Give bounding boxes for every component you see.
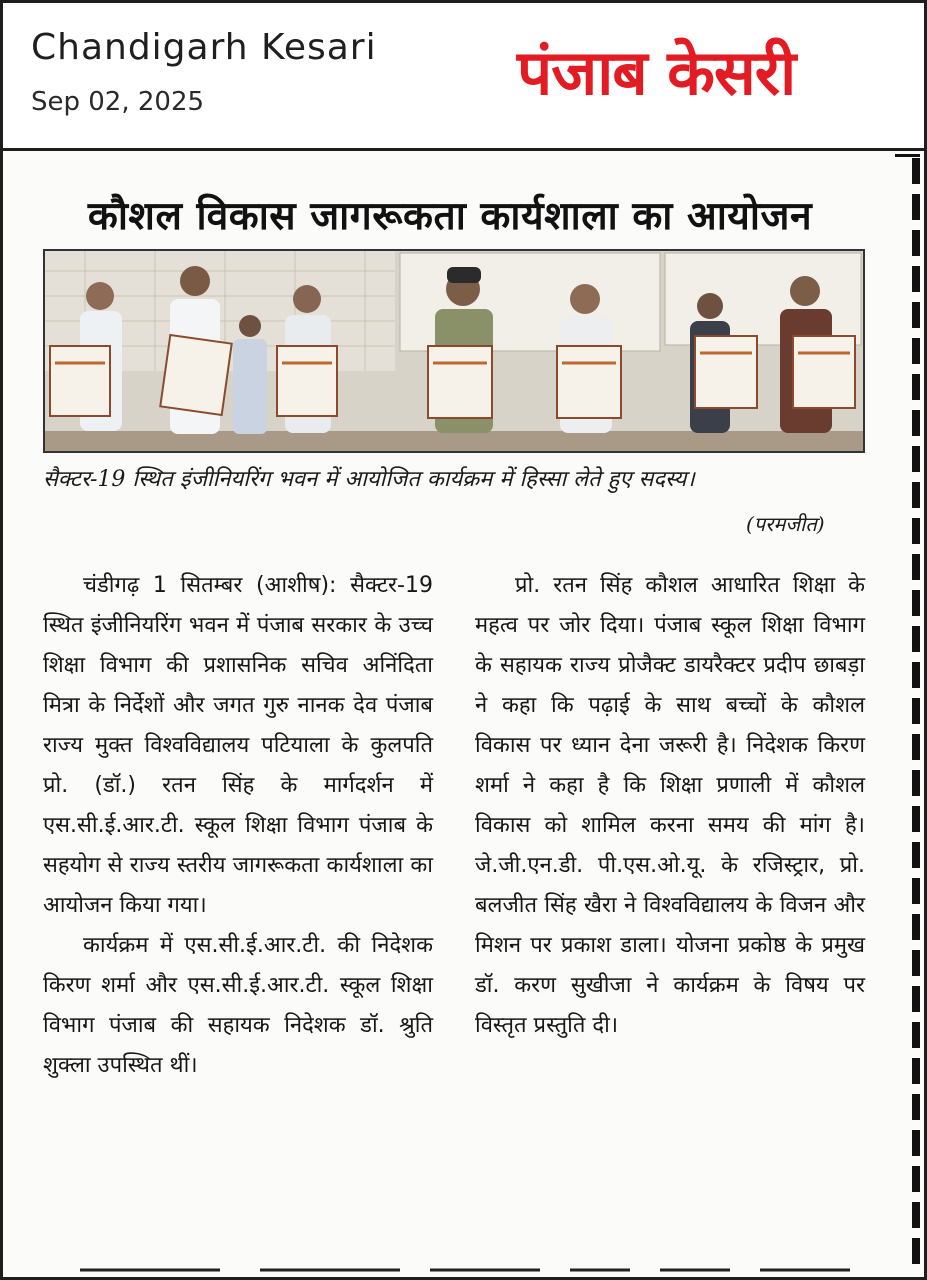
photo-illustration xyxy=(45,251,863,451)
article-column-left xyxy=(43,566,433,1086)
article-paragraph: चंडीगढ़ 1 सितम्बर (आशीष): सैक्टर-19 स्थित इंजीनियरिंग भवन में पंजाब सरकार के उच्च शिक्षा विभाग की प्रशासनिक सचिव अनिंदिता मित्रा के निर्देशों और जगत गुरु नानक देव पंजाब राज्य मुक्त विश्वविद्यालय पटियाला के कुलपति प्रो. (डॉ.) रतन सिंह के मार्गदर्शन में एस.सी.ई.आर.टी. स्कूल शिक्षा विभाग पंजाब के सहयोग से राज्य स्तरीय जागरूकता कार्यशाला का आयोजन किया गया। xyxy=(43,573,433,918)
article-paragraph: कार्यक्रम में एस.सी.ई.आर.टी. की निदेशक किरण शर्मा और एस.सी.ई.आर.टी. स्कूल शिक्षा विभाग पंजाब की सहायक निदेशक डॉ. श्रुति शुक्ला उपस्थित थीं। xyxy=(43,933,433,1078)
column-rule-cap xyxy=(895,154,920,157)
newspaper-masthead: पंजाब केसरी xyxy=(517,36,796,109)
source-name: Chandigarh Kesari xyxy=(31,27,377,68)
column-rule xyxy=(912,158,920,1273)
cut-off-next-article xyxy=(70,1252,870,1276)
photo-credit: (परमजीत) xyxy=(746,512,825,536)
publication-date: Sep 02, 2025 xyxy=(31,87,205,117)
article-photo xyxy=(43,249,865,453)
photo-caption: सैक्टर-19 स्थित इंजीनियरिंग भवन में आयोजित कार्यक्रम में हिस्सा लेते हुए सदस्य। xyxy=(43,467,695,492)
clipping-header xyxy=(3,3,924,148)
article-headline: कौशल विकास जागरूकता कार्यशाला का आयोजन xyxy=(87,194,813,239)
article-column-right xyxy=(475,566,865,1046)
article-paragraph: प्रो. रतन सिंह कौशल आधारित शिक्षा के महत्व पर जोर दिया। पंजाब स्कूल शिक्षा विभाग के सहायक राज्य प्रोजैक्ट डायरैक्टर प्रदीप छाबड़ा ने कहा कि पढ़ाई के साथ बच्चों के कौशल विकास पर ध्यान देना जरूरी है। निदेशक किरण शर्मा ने कहा है कि शिक्षा प्रणाली में कौशल विकास को शामिल करना समय की मांग है। जे.जी.एन.डी. पी.एस.ओ.यू. के रजिस्ट्रार, प्रो. बलजीत सिंह खैरा ने विश्वविद्यालय के विजन और मिशन पर प्रकाश डाला। योजना प्रकोष्ठ के प्रमुख डॉ. करण सुखीजा ने कार्यक्रम के विषय पर विस्तृत प्रस्तुति दी। xyxy=(475,573,865,1038)
